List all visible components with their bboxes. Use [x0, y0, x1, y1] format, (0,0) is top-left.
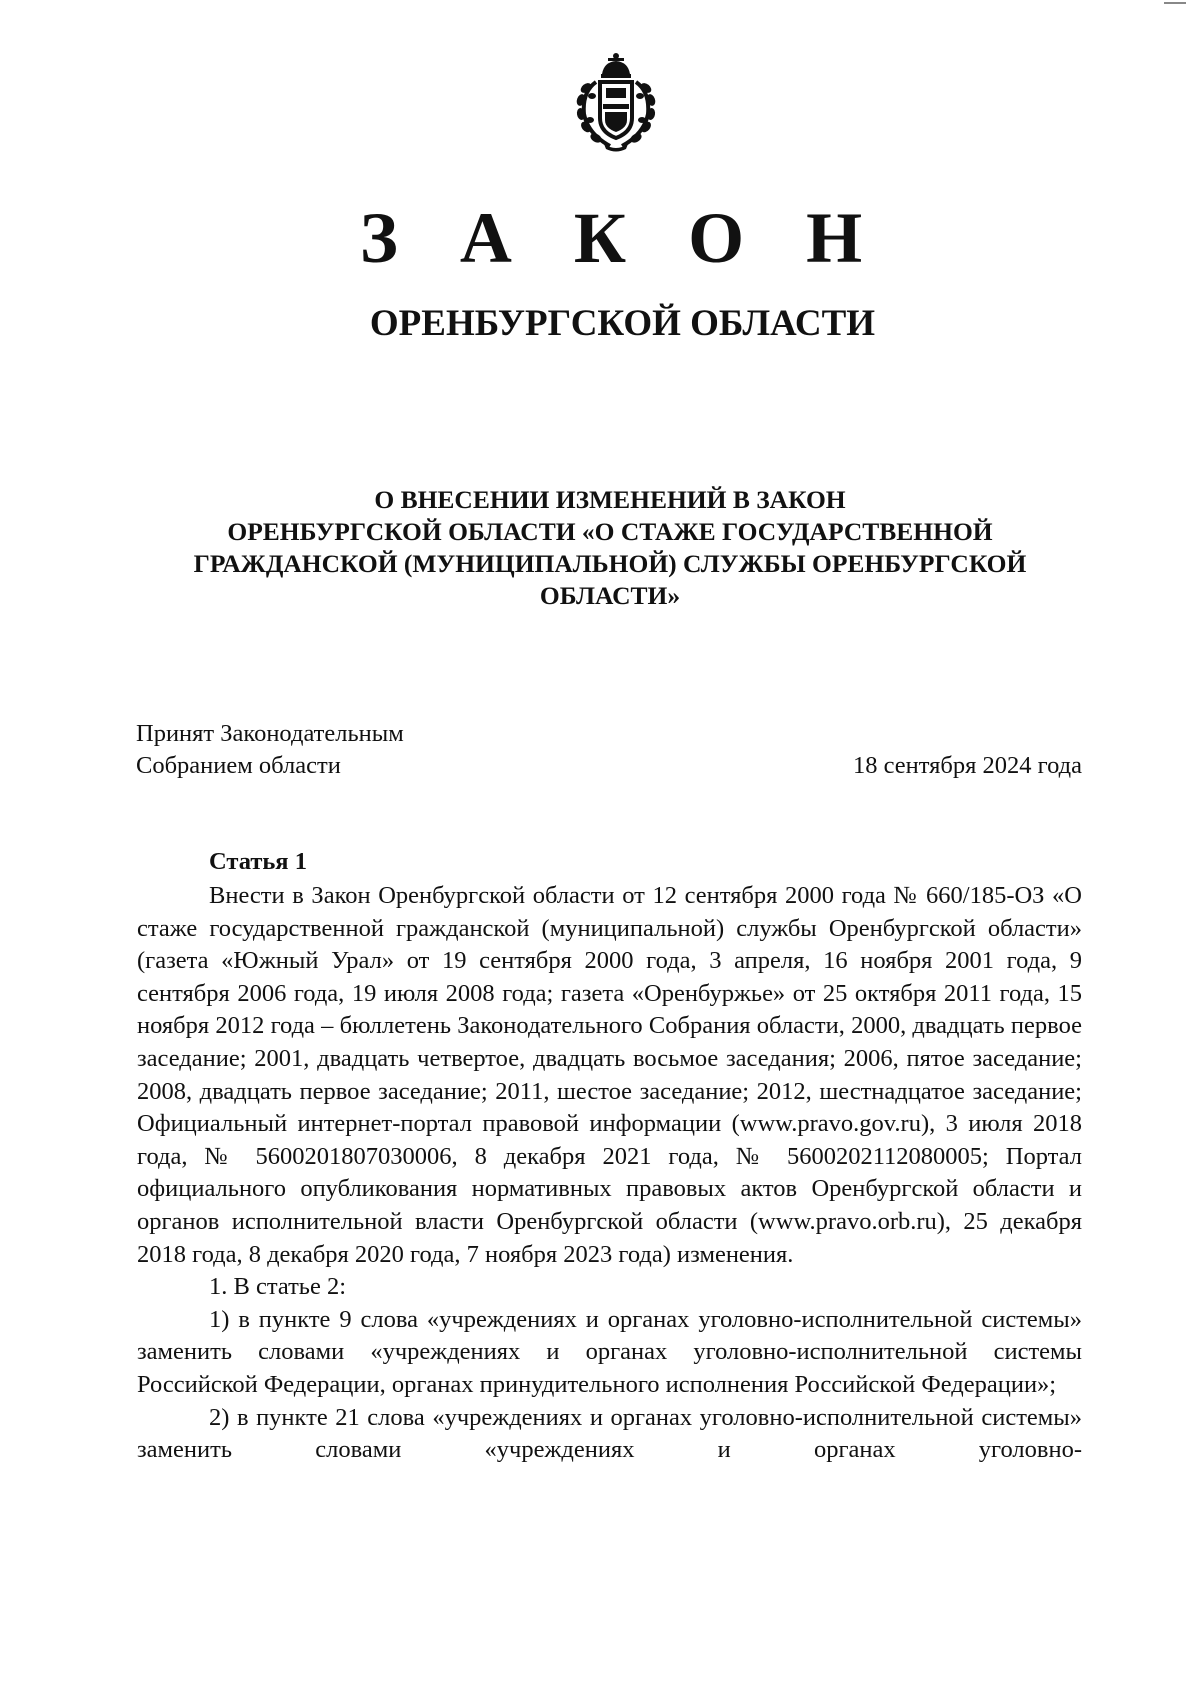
adoption-authority: [136, 718, 404, 782]
document-title: З А К О Н: [359, 198, 885, 278]
adoption-date: 18 сентября 2024 года: [853, 752, 1082, 779]
law-name-line: ОРЕНБУРГСКОЙ ОБЛАСТИ «О СТАЖЕ ГОСУДАРСТВЕННОЙ: [227, 517, 993, 546]
law-name-line: О ВНЕСЕНИИ ИЗМЕНЕНИЙ В ЗАКОН: [374, 485, 846, 514]
article-heading: Статья 1: [209, 848, 307, 875]
adoption-line: Собранием области: [136, 752, 341, 779]
law-name-line: ГРАЖДАНСКОЙ (МУНИЦИПАЛЬНОЙ) СЛУЖБЫ ОРЕНБУРГСКОЙ: [193, 549, 1027, 578]
coat-of-arms-icon: [572, 52, 660, 152]
adoption-line: Принят Законодательным: [136, 720, 404, 747]
article-item: 1. В статье 2:: [209, 1273, 347, 1301]
article-subitem: 2) в пункте 21 слова «учреждениях и органах уголовно-исполнительной системы» заменить словами «учреждениях и органах уголовно-: [137, 1403, 1082, 1464]
law-name: [140, 484, 1080, 612]
document-region: ОРЕНБУРГСКОЙ ОБЛАСТИ: [369, 303, 876, 344]
article-paragraph: Внести в Закон Оренбургской области от 12 сентября 2000 года № 660/185-ОЗ «О стаже государственной гражданской (муниципальной) службы Оренбургской области» (газета «Южный Урал» от 19 сентября 2000 года, 3 апреля, 16 ноября 2001 года, 9 сентября 2006 года, 19 июля 2008 года; газета «Оренбуржье» от 25 октября 2011 года, 15 ноября 2012 года – бюллетень Законодательного Собрания области, 2000, двадцать первое заседание; 2001, двадцать четвертое, двадцать восьмое заседания; 2006, пятое заседание; 2008, двадцать первое заседание; 2011, шестое заседание; 2012, шестнадцатое заседание; Официальный интернет-портал правовой информации (www.pravo.gov.ru), 3 июля 2018 года, № 5600201807030006, 8 декабря 2021 года, № 5600202112080005; Портал официального опубликования нормативных правовых актов Оренбургской области и органов исполнительной власти Оренбургской области (www.pravo.orb.ru), 25 декабря 2018 года, 8 декабря 2020 года, 7 ноября 2023 года) изменения.: [137, 882, 1082, 1268]
article-subitem: 1) в пункте 9 слова «учреждениях и органах уголовно-исполнительной системы» заменить словами «учреждениях и органах уголовно-исполнительной системы Российской Федерации, органах принудительного исполнения Российской Федерации»;: [137, 1305, 1082, 1398]
scan-mark: [1164, 2, 1186, 4]
law-name-line: ОБЛАСТИ»: [539, 581, 681, 610]
article-body: [137, 880, 1082, 1467]
